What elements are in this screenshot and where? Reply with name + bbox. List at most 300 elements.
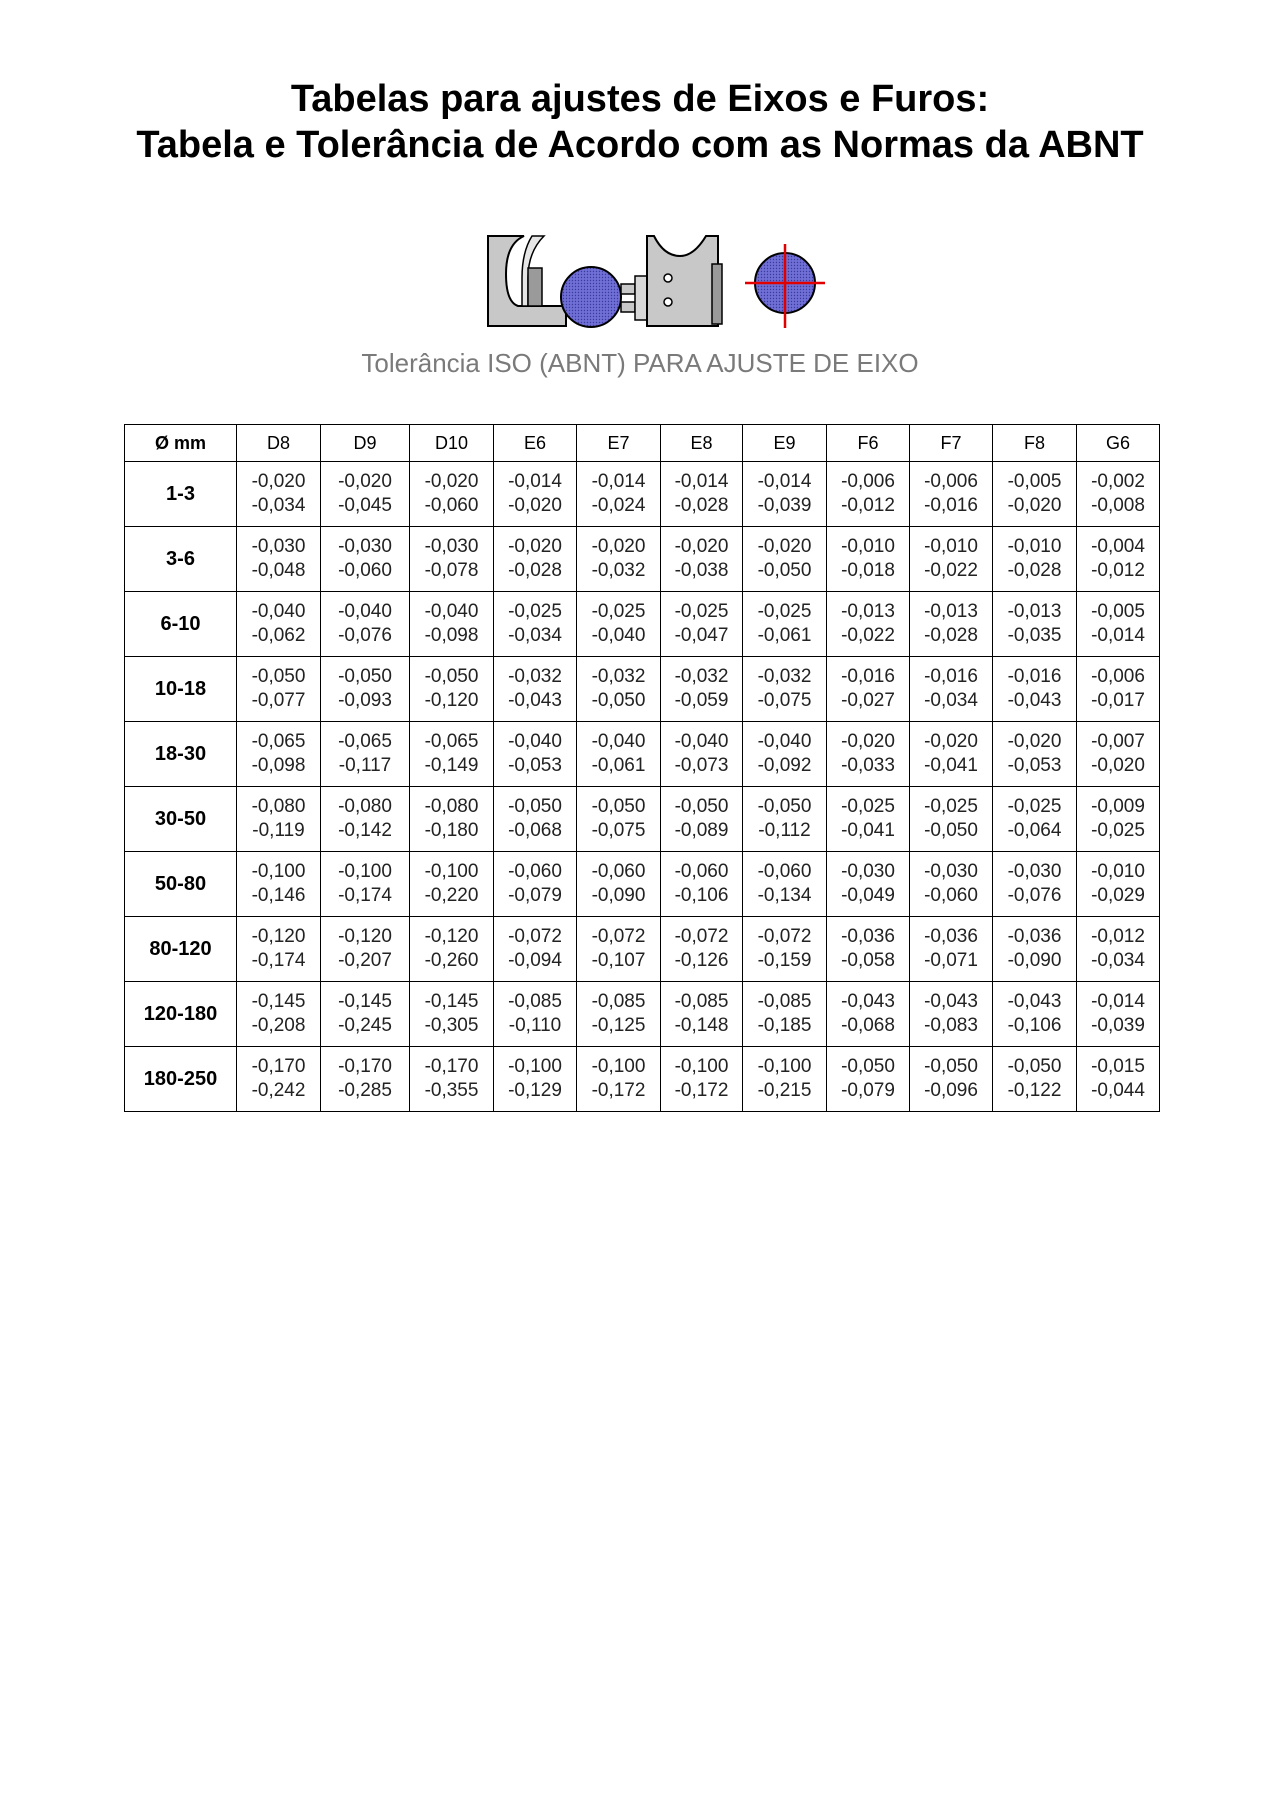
tolerance-cell xyxy=(1077,1047,1160,1112)
tolerance-cell xyxy=(993,1047,1077,1112)
tolerance-cell xyxy=(743,592,827,657)
lower-deviation: -0,012 xyxy=(841,495,895,516)
lower-deviation: -0,018 xyxy=(841,560,895,581)
header-e8: E8 xyxy=(661,425,743,462)
tolerance-cell xyxy=(827,787,910,852)
header-d8: D8 xyxy=(237,425,321,462)
header-g6: G6 xyxy=(1077,425,1160,462)
upper-deviation: -0,020 xyxy=(1007,731,1062,752)
upper-deviation: -0,072 xyxy=(508,926,562,947)
tolerance-cell xyxy=(321,917,410,982)
table-row xyxy=(125,592,1160,657)
lower-deviation: -0,092 xyxy=(757,755,812,776)
lower-deviation: -0,285 xyxy=(338,1080,392,1101)
lower-deviation: -0,034 xyxy=(508,625,562,646)
upper-deviation: -0,120 xyxy=(424,926,479,947)
lower-deviation: -0,068 xyxy=(508,820,562,841)
tolerance-cell xyxy=(1077,592,1160,657)
tolerance-cell xyxy=(993,722,1077,787)
tolerance-cell xyxy=(661,787,743,852)
tolerance-cell xyxy=(237,852,321,917)
diameter-range-cell: 30-50 xyxy=(125,787,237,852)
upper-deviation: -0,014 xyxy=(674,471,729,492)
upper-deviation: -0,060 xyxy=(591,861,646,882)
lower-deviation: -0,125 xyxy=(591,1015,646,1036)
tolerance-cell xyxy=(993,527,1077,592)
tolerance-cell xyxy=(237,462,321,527)
tolerance-cell xyxy=(1077,852,1160,917)
lower-deviation: -0,122 xyxy=(1007,1080,1062,1101)
diameter-range-cell: 18-30 xyxy=(125,722,237,787)
diameter-range-cell: 3-6 xyxy=(125,527,237,592)
tolerance-cell xyxy=(494,787,577,852)
lower-deviation: -0,107 xyxy=(591,950,646,971)
lower-deviation: -0,146 xyxy=(251,885,306,906)
tolerance-cell xyxy=(993,852,1077,917)
lower-deviation: -0,096 xyxy=(924,1080,978,1101)
upper-deviation: -0,050 xyxy=(924,1056,978,1077)
upper-deviation: -0,145 xyxy=(251,991,306,1012)
upper-deviation: -0,012 xyxy=(1091,926,1145,947)
diameter-range-cell: 50-80 xyxy=(125,852,237,917)
upper-deviation: -0,050 xyxy=(674,796,729,817)
table-row xyxy=(125,1047,1160,1112)
lower-deviation: -0,079 xyxy=(508,885,562,906)
tolerance-cell xyxy=(743,1047,827,1112)
tolerance-cell xyxy=(321,527,410,592)
lower-deviation: -0,089 xyxy=(674,820,729,841)
lower-deviation: -0,053 xyxy=(1007,755,1062,776)
header-diameter: Ø mm xyxy=(125,425,237,462)
lower-deviation: -0,110 xyxy=(508,1015,562,1036)
upper-deviation: -0,040 xyxy=(757,731,812,752)
lower-deviation: -0,060 xyxy=(424,495,479,516)
upper-deviation: -0,032 xyxy=(591,666,646,687)
lower-deviation: -0,039 xyxy=(1091,1015,1145,1036)
tolerance-cell xyxy=(410,592,494,657)
tolerance-cell xyxy=(1077,917,1160,982)
tolerance-cell xyxy=(661,722,743,787)
upper-deviation: -0,072 xyxy=(674,926,729,947)
lower-deviation: -0,071 xyxy=(924,950,978,971)
lower-deviation: -0,049 xyxy=(841,885,895,906)
lower-deviation: -0,024 xyxy=(591,495,646,516)
upper-deviation: -0,072 xyxy=(757,926,812,947)
upper-deviation: -0,080 xyxy=(251,796,306,817)
diameter-range-cell: 120-180 xyxy=(125,982,237,1047)
upper-deviation: -0,100 xyxy=(251,861,306,882)
upper-deviation: -0,020 xyxy=(757,536,812,557)
upper-deviation: -0,050 xyxy=(508,796,562,817)
tolerance-cell xyxy=(743,917,827,982)
lower-deviation: -0,027 xyxy=(841,690,895,711)
upper-deviation: -0,050 xyxy=(757,796,812,817)
upper-deviation: -0,050 xyxy=(251,666,306,687)
lower-deviation: -0,050 xyxy=(757,560,812,581)
upper-deviation: -0,040 xyxy=(338,601,392,622)
upper-deviation: -0,050 xyxy=(338,666,392,687)
upper-deviation: -0,080 xyxy=(424,796,479,817)
lower-deviation: -0,172 xyxy=(674,1080,729,1101)
lower-deviation: -0,207 xyxy=(338,950,392,971)
tolerance-cell xyxy=(910,657,993,722)
upper-deviation: -0,170 xyxy=(251,1056,306,1077)
upper-deviation: -0,025 xyxy=(924,796,978,817)
upper-deviation: -0,025 xyxy=(841,796,895,817)
upper-deviation: -0,040 xyxy=(508,731,562,752)
tolerance-cell xyxy=(910,852,993,917)
tolerance-cell xyxy=(494,592,577,657)
upper-deviation: -0,020 xyxy=(591,536,646,557)
lower-deviation: -0,093 xyxy=(338,690,392,711)
tolerance-cell xyxy=(410,982,494,1047)
tolerance-cell xyxy=(993,982,1077,1047)
lower-deviation: -0,090 xyxy=(591,885,646,906)
upper-deviation: -0,006 xyxy=(841,471,895,492)
tolerance-cell xyxy=(661,527,743,592)
upper-deviation: -0,050 xyxy=(1007,1056,1062,1077)
upper-deviation: -0,020 xyxy=(841,731,895,752)
tolerance-cell xyxy=(743,787,827,852)
upper-deviation: -0,020 xyxy=(338,471,392,492)
upper-deviation: -0,030 xyxy=(841,861,895,882)
upper-deviation: -0,025 xyxy=(591,601,646,622)
upper-deviation: -0,015 xyxy=(1091,1056,1145,1077)
lower-deviation: -0,028 xyxy=(674,495,729,516)
lower-deviation: -0,016 xyxy=(924,495,978,516)
tolerance-cell xyxy=(577,722,661,787)
upper-deviation: -0,030 xyxy=(424,536,479,557)
upper-deviation: -0,032 xyxy=(508,666,562,687)
upper-deviation: -0,085 xyxy=(757,991,812,1012)
lower-deviation: -0,090 xyxy=(1007,950,1062,971)
upper-deviation: -0,025 xyxy=(1007,796,1062,817)
lower-deviation: -0,305 xyxy=(424,1015,479,1036)
upper-deviation: -0,100 xyxy=(674,1056,729,1077)
upper-deviation: -0,030 xyxy=(1007,861,1062,882)
tolerance-cell xyxy=(910,462,993,527)
lower-deviation: -0,094 xyxy=(508,950,562,971)
lower-deviation: -0,119 xyxy=(252,820,305,841)
upper-deviation: -0,080 xyxy=(338,796,392,817)
tolerance-cell xyxy=(237,1047,321,1112)
tolerance-cell xyxy=(827,852,910,917)
upper-deviation: -0,100 xyxy=(591,1056,646,1077)
tolerance-cell xyxy=(743,462,827,527)
lower-deviation: -0,149 xyxy=(424,755,479,776)
lower-deviation: -0,028 xyxy=(924,625,978,646)
upper-deviation: -0,036 xyxy=(841,926,895,947)
lower-deviation: -0,029 xyxy=(1091,885,1145,906)
tolerance-cell xyxy=(910,592,993,657)
tolerance-cell xyxy=(661,657,743,722)
upper-deviation: -0,050 xyxy=(424,666,479,687)
table-row xyxy=(125,657,1160,722)
tolerance-cell xyxy=(577,1047,661,1112)
tolerance-cell xyxy=(743,527,827,592)
tolerance-cell xyxy=(321,852,410,917)
upper-deviation: -0,043 xyxy=(841,991,895,1012)
lower-deviation: -0,073 xyxy=(674,755,729,776)
measured-ball-icon xyxy=(561,267,621,327)
upper-deviation: -0,005 xyxy=(1091,601,1145,622)
lower-deviation: -0,043 xyxy=(1007,690,1062,711)
tolerance-cell xyxy=(827,592,910,657)
tolerance-cell xyxy=(993,462,1077,527)
lower-deviation: -0,215 xyxy=(757,1080,812,1101)
lower-deviation: -0,060 xyxy=(924,885,978,906)
caliper-left-jaw-icon xyxy=(488,236,566,326)
tolerance-cell xyxy=(743,982,827,1047)
lower-deviation: -0,174 xyxy=(251,950,306,971)
tolerance-cell xyxy=(237,527,321,592)
upper-deviation: -0,014 xyxy=(591,471,646,492)
tolerance-cell xyxy=(321,722,410,787)
table-row xyxy=(125,787,1160,852)
upper-deviation: -0,145 xyxy=(424,991,479,1012)
table-row xyxy=(125,722,1160,787)
upper-deviation: -0,145 xyxy=(338,991,392,1012)
lower-deviation: -0,172 xyxy=(591,1080,646,1101)
tolerance-cell xyxy=(661,852,743,917)
lower-deviation: -0,260 xyxy=(424,950,479,971)
table-row xyxy=(125,462,1160,527)
lower-deviation: -0,038 xyxy=(674,560,729,581)
lower-deviation: -0,034 xyxy=(251,495,306,516)
tolerance-cell xyxy=(237,592,321,657)
upper-deviation: -0,009 xyxy=(1091,796,1145,817)
lower-deviation: -0,120 xyxy=(424,690,479,711)
tolerance-cell xyxy=(910,982,993,1047)
diameter-range-cell: 80-120 xyxy=(125,917,237,982)
tolerance-cell xyxy=(993,917,1077,982)
tolerance-cell xyxy=(494,1047,577,1112)
lower-deviation: -0,242 xyxy=(251,1080,306,1101)
upper-deviation: -0,025 xyxy=(508,601,562,622)
upper-deviation: -0,100 xyxy=(338,861,392,882)
tolerance-cell xyxy=(661,592,743,657)
tolerance-cell xyxy=(237,982,321,1047)
upper-deviation: -0,043 xyxy=(924,991,978,1012)
upper-deviation: -0,040 xyxy=(251,601,306,622)
diameter-range-cell: 180-250 xyxy=(125,1047,237,1112)
upper-deviation: -0,100 xyxy=(508,1056,562,1077)
tolerance-cell xyxy=(1077,527,1160,592)
header-e7: E7 xyxy=(577,425,661,462)
tolerance-cell xyxy=(827,722,910,787)
tolerance-cell xyxy=(993,787,1077,852)
upper-deviation: -0,085 xyxy=(508,991,562,1012)
tolerance-cell xyxy=(494,982,577,1047)
lower-deviation: -0,075 xyxy=(757,690,812,711)
tolerance-cell xyxy=(743,852,827,917)
upper-deviation: -0,010 xyxy=(1007,536,1062,557)
upper-deviation: -0,013 xyxy=(924,601,978,622)
table-header-row xyxy=(125,425,1160,462)
tolerance-cell xyxy=(237,657,321,722)
lower-deviation: -0,076 xyxy=(338,625,392,646)
tolerance-cell xyxy=(577,462,661,527)
lower-deviation: -0,061 xyxy=(591,755,646,776)
lower-deviation: -0,112 xyxy=(758,820,811,841)
lower-deviation: -0,020 xyxy=(508,495,562,516)
lower-deviation: -0,060 xyxy=(338,560,392,581)
upper-deviation: -0,040 xyxy=(424,601,479,622)
upper-deviation: -0,043 xyxy=(1007,991,1062,1012)
tolerance-cell xyxy=(494,657,577,722)
table-body xyxy=(125,462,1160,1112)
tolerance-cell xyxy=(827,527,910,592)
tolerance-table xyxy=(124,424,1160,1112)
tolerance-cell xyxy=(661,917,743,982)
lower-deviation: -0,355 xyxy=(424,1080,479,1101)
upper-deviation: -0,040 xyxy=(674,731,729,752)
tolerance-cell xyxy=(410,722,494,787)
upper-deviation: -0,020 xyxy=(251,471,306,492)
tolerance-cell xyxy=(410,657,494,722)
lower-deviation: -0,014 xyxy=(1091,625,1145,646)
upper-deviation: -0,100 xyxy=(424,861,479,882)
tolerance-cell xyxy=(494,462,577,527)
upper-deviation: -0,085 xyxy=(591,991,646,1012)
tolerance-cell xyxy=(910,1047,993,1112)
upper-deviation: -0,120 xyxy=(251,926,306,947)
title-line-1: Tabelas para ajustes de Eixos e Furos: xyxy=(290,78,990,120)
upper-deviation: -0,014 xyxy=(1091,991,1145,1012)
lower-deviation: -0,040 xyxy=(591,625,646,646)
upper-deviation: -0,006 xyxy=(1091,666,1145,687)
upper-deviation: -0,013 xyxy=(1007,601,1062,622)
upper-deviation: -0,013 xyxy=(841,601,895,622)
lower-deviation: -0,035 xyxy=(1007,625,1062,646)
tolerance-cell xyxy=(494,852,577,917)
lower-deviation: -0,064 xyxy=(1007,820,1062,841)
tolerance-cell xyxy=(827,657,910,722)
lower-deviation: -0,047 xyxy=(674,625,729,646)
diameter-range-cell: 10-18 xyxy=(125,657,237,722)
upper-deviation: -0,032 xyxy=(757,666,812,687)
upper-deviation: -0,065 xyxy=(251,731,306,752)
tolerance-cell xyxy=(910,787,993,852)
header-f8: F8 xyxy=(993,425,1077,462)
lower-deviation: -0,106 xyxy=(1007,1015,1062,1036)
header-f7: F7 xyxy=(910,425,993,462)
tolerance-cell xyxy=(827,462,910,527)
tolerance-cell xyxy=(321,787,410,852)
crosshair-ball-icon xyxy=(745,244,825,328)
tolerance-cell xyxy=(1077,787,1160,852)
tolerance-cell xyxy=(410,527,494,592)
lower-deviation: -0,028 xyxy=(1007,560,1062,581)
lower-deviation: -0,012 xyxy=(1091,560,1145,581)
header-f6: F6 xyxy=(827,425,910,462)
lower-deviation: -0,220 xyxy=(424,885,479,906)
lower-deviation: -0,034 xyxy=(924,690,978,711)
lower-deviation: -0,050 xyxy=(591,690,646,711)
lower-deviation: -0,050 xyxy=(924,820,978,841)
upper-deviation: -0,014 xyxy=(757,471,812,492)
diameter-range-cell: 1-3 xyxy=(125,462,237,527)
tolerance-cell xyxy=(1077,722,1160,787)
tolerance-cell xyxy=(577,592,661,657)
table-row xyxy=(125,852,1160,917)
lower-deviation: -0,185 xyxy=(757,1015,812,1036)
upper-deviation: -0,036 xyxy=(924,926,978,947)
lower-deviation: -0,034 xyxy=(1091,950,1145,971)
lower-deviation: -0,041 xyxy=(924,755,978,776)
document-title xyxy=(0,76,1280,168)
micrometer-illustration xyxy=(484,234,834,334)
upper-deviation: -0,010 xyxy=(924,536,978,557)
upper-deviation: -0,004 xyxy=(1091,536,1145,557)
upper-deviation: -0,040 xyxy=(591,731,646,752)
upper-deviation: -0,002 xyxy=(1091,471,1145,492)
tolerance-cell xyxy=(321,592,410,657)
lower-deviation: -0,061 xyxy=(757,625,812,646)
tolerance-cell xyxy=(237,722,321,787)
lower-deviation: -0,134 xyxy=(757,885,812,906)
upper-deviation: -0,006 xyxy=(924,471,978,492)
upper-deviation: -0,060 xyxy=(508,861,562,882)
tolerance-cell xyxy=(321,1047,410,1112)
header-e9: E9 xyxy=(743,425,827,462)
upper-deviation: -0,065 xyxy=(338,731,392,752)
lower-deviation: -0,076 xyxy=(1007,885,1062,906)
tolerance-cell xyxy=(661,982,743,1047)
upper-deviation: -0,120 xyxy=(338,926,392,947)
tolerance-cell xyxy=(237,917,321,982)
lower-deviation: -0,245 xyxy=(338,1015,392,1036)
upper-deviation: -0,016 xyxy=(924,666,978,687)
lower-deviation: -0,059 xyxy=(674,690,729,711)
lower-deviation: -0,039 xyxy=(757,495,812,516)
tolerance-cell xyxy=(577,982,661,1047)
lower-deviation: -0,017 xyxy=(1091,690,1145,711)
table-caption: Tolerância ISO (ABNT) PARA AJUSTE DE EIXO xyxy=(361,348,919,378)
lower-deviation: -0,083 xyxy=(924,1015,978,1036)
tolerance-cell xyxy=(321,657,410,722)
lower-deviation: -0,075 xyxy=(591,820,646,841)
lower-deviation: -0,078 xyxy=(424,560,479,581)
upper-deviation: -0,005 xyxy=(1007,471,1062,492)
upper-deviation: -0,020 xyxy=(424,471,479,492)
header-d10: D10 xyxy=(410,425,494,462)
lower-deviation: -0,058 xyxy=(841,950,895,971)
upper-deviation: -0,072 xyxy=(591,926,646,947)
tolerance-cell xyxy=(661,462,743,527)
lower-deviation: -0,180 xyxy=(424,820,479,841)
upper-deviation: -0,050 xyxy=(841,1056,895,1077)
upper-deviation: -0,036 xyxy=(1007,926,1062,947)
lower-deviation: -0,129 xyxy=(508,1080,562,1101)
upper-deviation: -0,170 xyxy=(338,1056,392,1077)
tolerance-cell xyxy=(237,787,321,852)
tolerance-cell xyxy=(494,527,577,592)
lower-deviation: -0,022 xyxy=(924,560,978,581)
upper-deviation: -0,020 xyxy=(674,536,729,557)
upper-deviation: -0,016 xyxy=(1007,666,1062,687)
upper-deviation: -0,050 xyxy=(591,796,646,817)
tolerance-cell xyxy=(827,917,910,982)
lower-deviation: -0,159 xyxy=(757,950,812,971)
lower-deviation: -0,098 xyxy=(251,755,306,776)
tolerance-cell xyxy=(577,527,661,592)
tolerance-cell xyxy=(910,722,993,787)
lower-deviation: -0,032 xyxy=(591,560,646,581)
table-row xyxy=(125,917,1160,982)
lower-deviation: -0,142 xyxy=(338,820,392,841)
upper-deviation: -0,060 xyxy=(674,861,729,882)
